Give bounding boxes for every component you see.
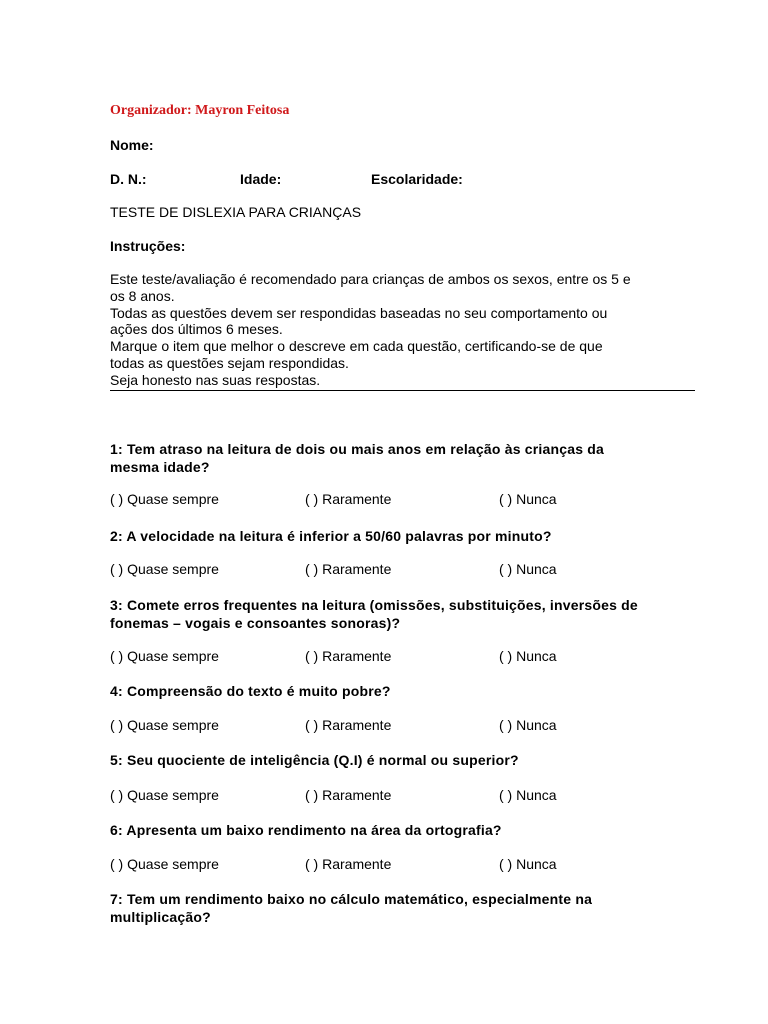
question-7 [110, 890, 710, 926]
option-nunca[interactable]: ( ) Nunca [499, 787, 557, 803]
document-title: TESTE DE DISLEXIA PARA CRIANÇAS [110, 204, 362, 220]
instructions-line: os 8 anos. [110, 287, 175, 304]
question-text: 4: Compreensão do texto é muito pobre? [110, 683, 391, 699]
organizer-line: Organizador: Mayron Feitosa [110, 103, 290, 118]
option-quase-sempre[interactable]: ( ) Quase sempre [110, 648, 219, 664]
question-4 [110, 682, 710, 700]
instructions-line: Este teste/avaliação é recomendado para crianças de ambos os sexos, entre os 5 e [110, 271, 631, 287]
option-raramente[interactable]: ( ) Raramente [305, 648, 392, 664]
schooling-field-label: Escolaridade: [371, 171, 463, 187]
option-quase-sempre[interactable]: ( ) Quase sempre [110, 491, 219, 507]
question-text: 7: Tem um rendimento baixo no cálculo matemático, especialmente na [110, 891, 593, 907]
instructions-line: todas as questões sejam respondidas. [110, 354, 349, 371]
name-field-label: Nome: [110, 137, 154, 153]
question-text: 6: Apresenta um baixo rendimento na área da ortografia? [110, 822, 502, 838]
question-text: 3: Comete erros frequentes na leitura (omissões, substituições, inversões de [110, 597, 638, 613]
instructions-line: Marque o item que melhor o descreve em cada questão, certificando-se de que [110, 338, 603, 355]
question-3 [110, 596, 710, 632]
option-nunca[interactable]: ( ) Nunca [499, 856, 557, 872]
instructions-line: Seja honesto nas suas respostas. [110, 371, 321, 388]
instructions-line: Todas as questões devem ser respondidas baseadas no seu comportamento ou [110, 304, 608, 321]
option-raramente[interactable]: ( ) Raramente [305, 856, 392, 872]
option-nunca[interactable]: ( ) Nunca [499, 648, 557, 664]
option-quase-sempre[interactable]: ( ) Quase sempre [110, 717, 219, 733]
option-raramente[interactable]: ( ) Raramente [305, 491, 392, 507]
option-raramente[interactable]: ( ) Raramente [305, 561, 392, 577]
question-text: mesma idade? [110, 459, 210, 475]
option-raramente[interactable]: ( ) Raramente [305, 787, 392, 803]
question-6 [110, 821, 710, 839]
option-raramente[interactable]: ( ) Raramente [305, 717, 392, 733]
question-text: multiplicação? [110, 909, 211, 925]
question-text: 5: Seu quociente de inteligência (Q.I) é normal ou superior? [110, 752, 519, 768]
question-text: 2: A velocidade na leitura é inferior a 50/60 palavras por minuto? [110, 528, 552, 544]
question-1 [110, 440, 710, 476]
instructions-line: ações dos últimos 6 meses. [110, 321, 283, 338]
option-nunca[interactable]: ( ) Nunca [499, 561, 557, 577]
option-quase-sempre[interactable]: ( ) Quase sempre [110, 787, 219, 803]
option-quase-sempre[interactable]: ( ) Quase sempre [110, 561, 219, 577]
question-2 [110, 527, 710, 545]
option-nunca[interactable]: ( ) Nunca [499, 491, 557, 507]
question-text: 1: Tem atraso na leitura de dois ou mais anos em relação às crianças da [110, 441, 605, 457]
instructions-heading: Instruções: [110, 238, 186, 254]
option-quase-sempre[interactable]: ( ) Quase sempre [110, 856, 219, 872]
dob-field-label: D. N.: [110, 171, 147, 187]
age-field-label: Idade: [240, 171, 282, 187]
instructions-body [110, 271, 695, 391]
option-nunca[interactable]: ( ) Nunca [499, 717, 557, 733]
question-5 [110, 751, 710, 769]
question-text: fonemas – vogais e consoantes sonoras)? [110, 615, 401, 631]
